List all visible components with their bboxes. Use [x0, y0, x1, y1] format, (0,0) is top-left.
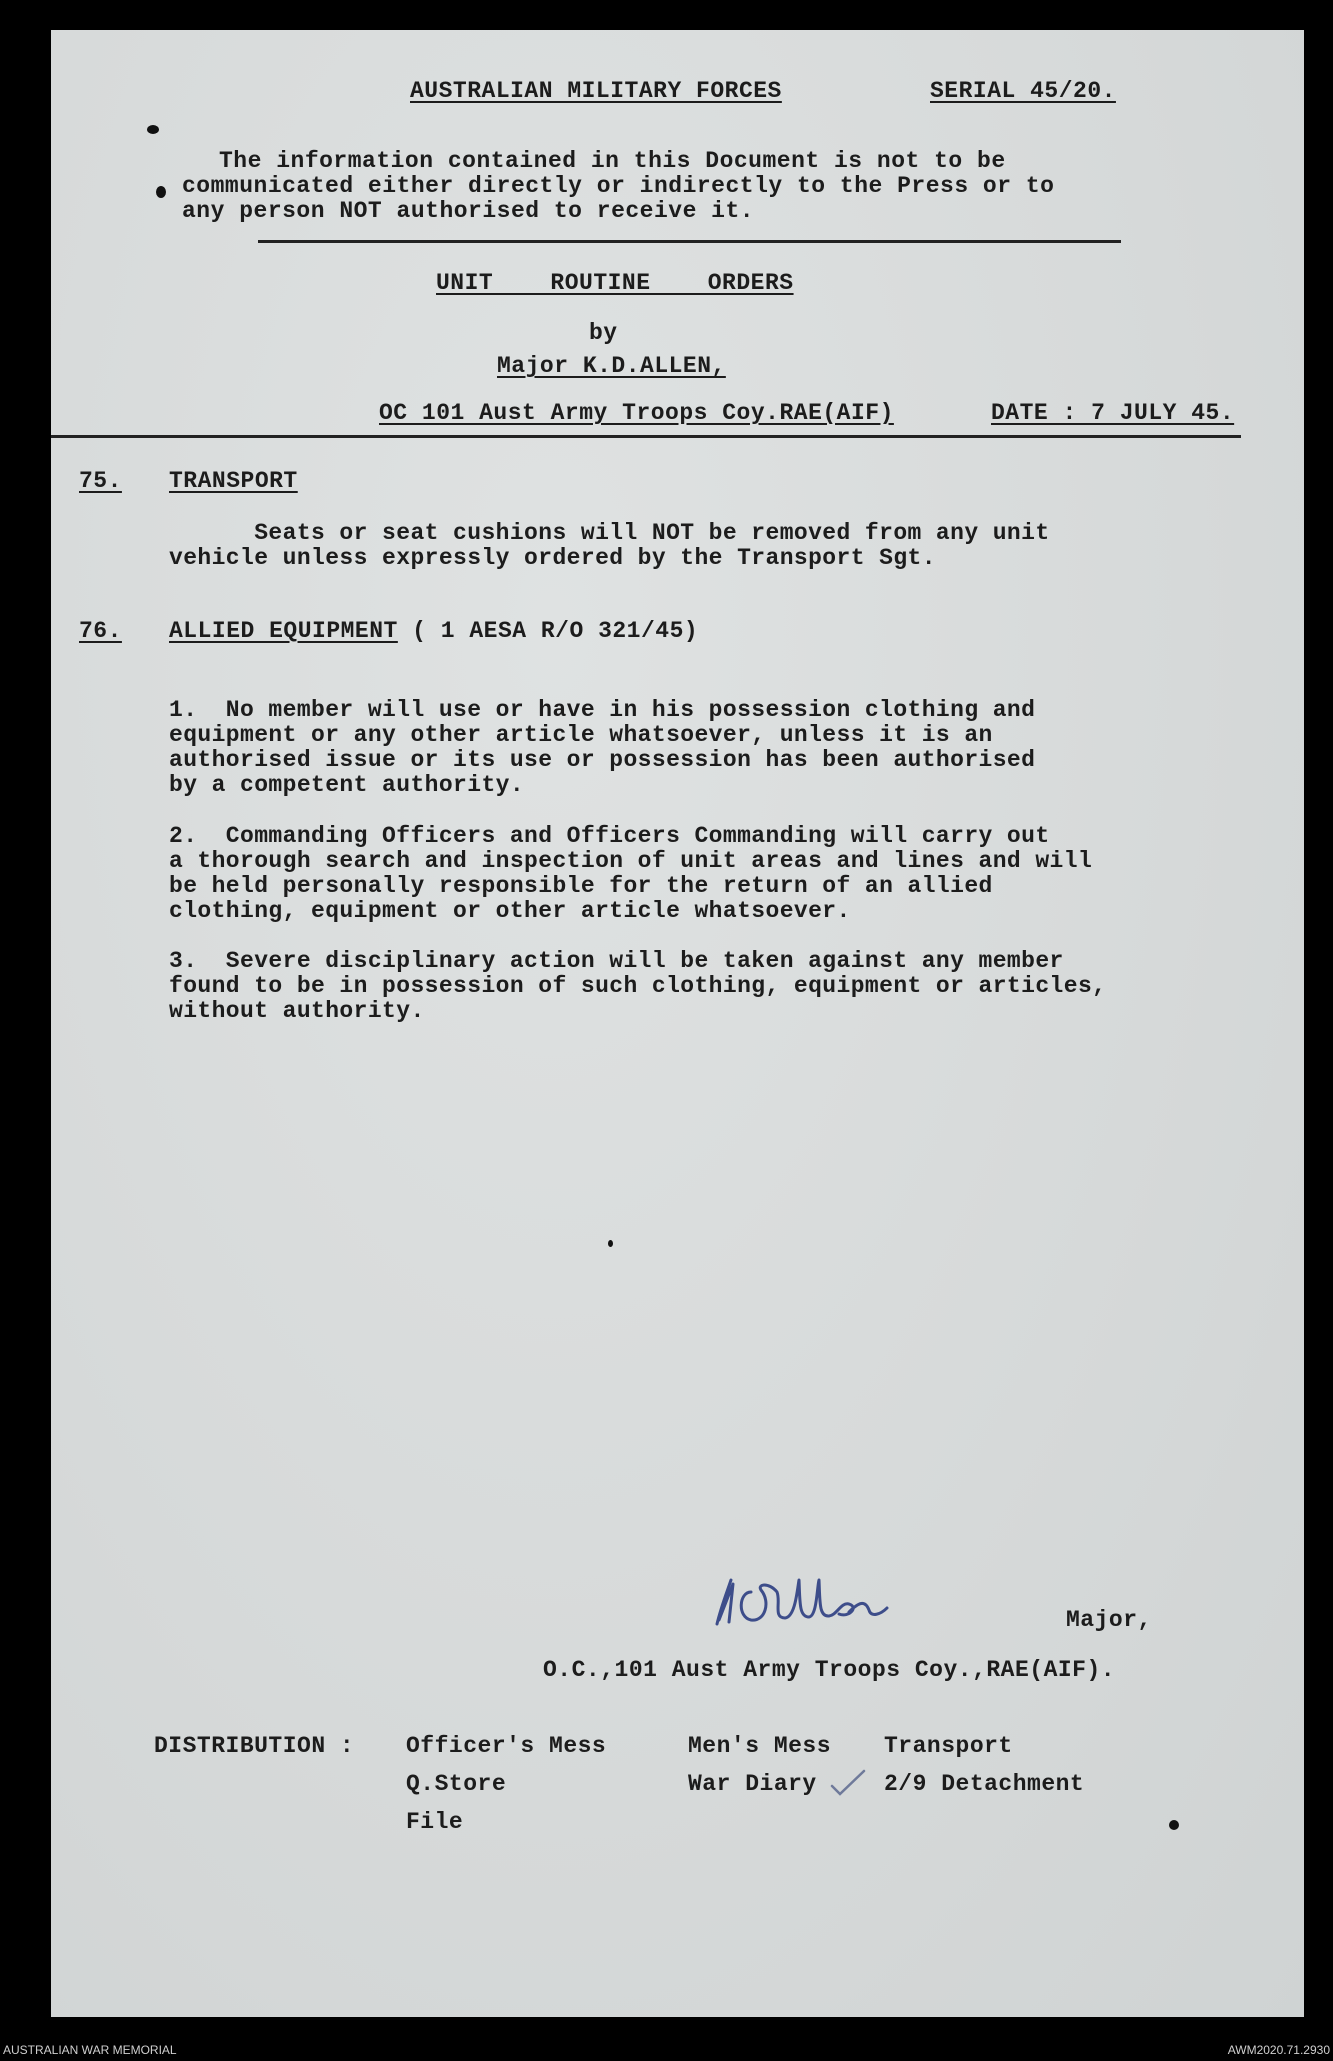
- author-name: Major K.D.ALLEN,: [497, 353, 726, 379]
- ink-mark: [608, 1240, 613, 1247]
- serial-number: SERIAL 45/20.: [930, 78, 1116, 104]
- order-heading-row: [169, 618, 698, 644]
- order-date: DATE : 7 JULY 45.: [991, 400, 1235, 426]
- checkmark-icon: [828, 1768, 868, 1798]
- order-body: Seats or seat cushions will NOT be removed from any unit vehicle unless expressly ordered by the Transport Sgt.: [169, 520, 1050, 571]
- distribution-item: War Diary: [688, 1771, 817, 1797]
- order-heading: TRANSPORT: [169, 468, 298, 494]
- distribution-item: Men's Mess: [688, 1733, 832, 1759]
- order-paragraph: 3. Severe disciplinary action will be taken against any member found to be in possession of such clothing, equipment or articles, without authority.: [169, 948, 1107, 1024]
- distribution-item: Q.Store: [406, 1771, 507, 1797]
- order-number: 76.: [79, 618, 122, 644]
- distribution-item: File: [406, 1809, 464, 1835]
- order-reference: ( 1 AESA R/O 321/45): [397, 618, 699, 644]
- security-line-3: any person NOT authorised to receive it.: [182, 198, 755, 224]
- ink-mark: [156, 186, 166, 198]
- ink-mark: [147, 125, 159, 134]
- ink-mark: [1169, 1820, 1179, 1830]
- distribution-item: 2/9 Detachment: [884, 1771, 1085, 1797]
- order-paragraph: 1. No member will use or have in his possession clothing and equipment or any other article whatsoever, unless it is an authorised issue or its use or possession has been authorised by a competent authority.: [169, 697, 1036, 798]
- org-heading: AUSTRALIAN MILITARY FORCES: [410, 78, 782, 104]
- distribution-label: DISTRIBUTION :: [154, 1733, 355, 1759]
- archive-reference: AWM2020.71.2930: [1227, 2043, 1330, 2057]
- title-divider: [51, 435, 1241, 438]
- unit-name: OC 101 Aust Army Troops Coy.RAE(AIF): [379, 400, 894, 426]
- distribution-item: Transport: [884, 1733, 1013, 1759]
- title-by: by: [589, 320, 618, 346]
- document-page: [51, 30, 1304, 2017]
- header-divider: [258, 240, 1121, 243]
- order-number: 75.: [79, 468, 122, 494]
- archive-credit: AUSTRALIAN WAR MEMORIAL: [3, 2043, 177, 2057]
- document-title: UNIT ROUTINE ORDERS: [436, 270, 794, 296]
- order-heading: ALLIED EQUIPMENT: [169, 618, 398, 644]
- security-line-2: communicated either directly or indirectly to the Press or to: [182, 173, 1055, 199]
- security-line-1: The information contained in this Document is not to be: [219, 148, 1006, 174]
- signer-unit: O.C.,101 Aust Army Troops Coy.,RAE(AIF).: [543, 1657, 1116, 1683]
- signer-rank: Major,: [1066, 1607, 1152, 1633]
- distribution-item: Officer's Mess: [406, 1733, 607, 1759]
- handwritten-signature: [699, 1562, 939, 1652]
- order-paragraph: 2. Commanding Officers and Officers Commanding will carry out a thorough search and inspection of unit areas and lines and will be held personally responsible for the return of an allied clothing, equipment or other article whatsoever.: [169, 823, 1093, 924]
- signature-stroke: [717, 1580, 887, 1624]
